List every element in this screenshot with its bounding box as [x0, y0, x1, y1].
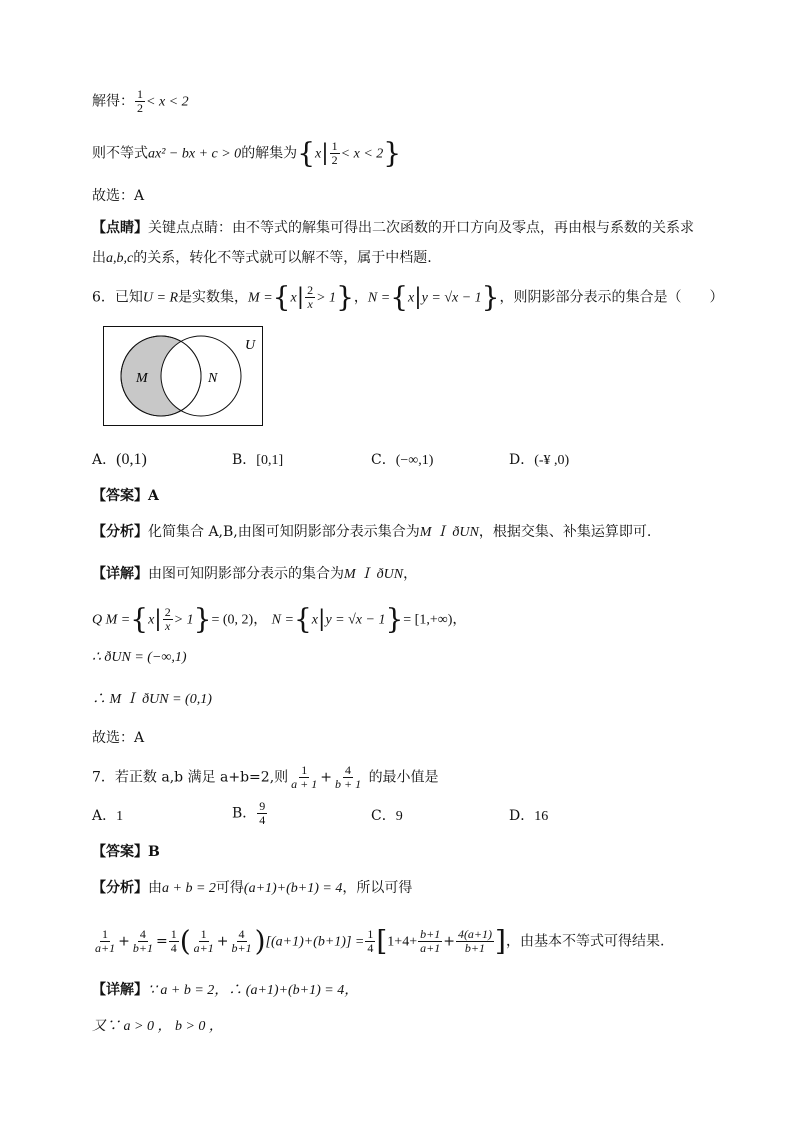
num: 4	[139, 927, 146, 941]
calc-line-2: ∴ ðUN = (−∞,1)	[92, 650, 187, 665]
bracket: ]	[495, 924, 506, 958]
text: 6．已知	[92, 289, 143, 306]
num: 4(a+1)	[457, 927, 493, 941]
tag: 【分析】	[92, 880, 148, 896]
brace: {	[293, 602, 312, 636]
text: 可得	[215, 880, 244, 896]
math: = [1,+∞)，	[403, 612, 467, 628]
text: 关键点点睛：由不等式的解集可得出二次函数的开口方向及零点，再由根与系数的关系求	[148, 220, 694, 236]
math: N =	[271, 612, 294, 628]
label: A．	[92, 808, 117, 824]
fraction	[169, 928, 179, 955]
label-m: M	[136, 371, 148, 386]
num: 4	[345, 763, 352, 777]
text: 化简集合 A,B,由图可知阴影部分表示集合为	[148, 524, 420, 540]
num: 1	[170, 927, 177, 941]
math: x	[290, 290, 297, 306]
fraction	[192, 928, 216, 955]
fraction	[305, 284, 315, 311]
bar: |	[296, 284, 305, 310]
text: 则不等式	[92, 145, 148, 162]
brace: {	[390, 280, 409, 314]
num: 1	[331, 139, 338, 153]
math: y = √x − 1	[421, 290, 482, 306]
math: 又∵ a > 0 ， b > 0 ，	[92, 1019, 223, 1034]
num: 2	[307, 283, 314, 297]
value: 1	[116, 809, 124, 824]
den: 2	[331, 153, 338, 167]
fraction	[456, 928, 494, 955]
key-point	[92, 218, 694, 238]
math: [(a+1)+(b+1)] =	[265, 934, 365, 950]
label: C．	[371, 452, 396, 468]
brace-right: }	[383, 136, 402, 170]
text: 由图可知阴影部分表示的集合为	[148, 566, 344, 582]
inequality: ax² − bx + c > 0	[148, 146, 242, 162]
answer-choice-6: 故选：A	[92, 730, 145, 746]
option-b	[232, 450, 283, 471]
label: B．	[232, 452, 257, 468]
bar: |	[414, 284, 422, 310]
label: D．	[509, 808, 535, 824]
option-a	[92, 450, 147, 470]
math: U = R	[142, 290, 179, 306]
brace-left: {	[297, 136, 316, 170]
fraction	[333, 764, 363, 791]
math: M Ｉ ðUN	[419, 525, 479, 540]
bar: |	[321, 140, 329, 166]
fraction-half	[330, 140, 340, 167]
bracket: [	[376, 924, 388, 958]
tag: 【详解】	[92, 982, 148, 998]
brace: }	[385, 602, 404, 636]
label-n: N	[208, 371, 218, 386]
num: 1	[301, 763, 308, 777]
tag: 【分析】	[92, 524, 148, 540]
answer-choice: 故选：A	[92, 188, 145, 204]
num: 2	[164, 605, 171, 619]
num: 1	[367, 927, 374, 941]
venn-diagram	[103, 326, 263, 426]
label-u: U	[245, 338, 256, 353]
solution-set-line	[92, 136, 402, 170]
fraction	[365, 928, 375, 955]
label: D．	[509, 452, 535, 468]
text: 是实数集，	[178, 289, 249, 306]
calc-line-1	[92, 602, 467, 636]
big-equation: $\frac{1}{a+1}$ + $\frac{4}{b+1}$ = $\frac{1}{4}$ ( $\frac{1}{a+1}$ + $\frac{4}{b+1}$ )[(a+1)+(b+1)] = $\frac{1}{4}$ [1+4+ $\frac{b+1}{a+1}$ + $\frac{4(a+1)}{b+1}$ ]，由基本不等式可得结果.	[95, 924, 665, 958]
den: b+1	[464, 941, 486, 955]
math: > 1	[316, 290, 337, 306]
math: M Ｉ ðUN	[344, 567, 404, 582]
label: B．	[232, 805, 257, 822]
option-d	[509, 450, 569, 471]
den: a+1	[193, 941, 214, 955]
paren: )	[254, 924, 266, 958]
label: 解得：	[92, 93, 134, 110]
option-a	[92, 806, 123, 827]
math: = (0, 2)，	[211, 612, 268, 628]
fraction	[131, 928, 155, 955]
fraction-half	[135, 88, 145, 115]
value: (0,1)	[116, 451, 147, 468]
text: ，则阴影部分表示的集合是（ ）	[499, 289, 724, 306]
den: 4	[259, 813, 266, 827]
text: ，所以可得	[342, 880, 413, 896]
den: 4	[170, 941, 177, 955]
math: a + b = 2	[162, 881, 216, 896]
option-c	[371, 450, 433, 471]
tag: 【详解】	[92, 566, 148, 582]
detail-7	[92, 980, 358, 1001]
value: [0,1]	[256, 453, 284, 468]
num: b+1	[420, 927, 441, 941]
text: 的最小值是	[368, 769, 439, 786]
math: x	[408, 290, 415, 306]
paren: (	[179, 924, 191, 958]
math: y = √x − 1	[325, 612, 386, 628]
question-6: 6．已知U = R是实数集，M ={x| $\frac{2}{x}$ > 1}，N ={x|y = √x − 1}，则阴影部分表示的集合是（ ）	[92, 280, 724, 314]
math: x	[311, 612, 319, 628]
math: Q M =	[92, 612, 131, 628]
den: a+1	[420, 941, 441, 955]
eq: =	[155, 933, 168, 950]
math: x	[148, 612, 155, 628]
den: 2	[137, 101, 143, 115]
fraction	[229, 928, 253, 955]
label: C．	[371, 808, 396, 824]
option-b	[232, 800, 268, 827]
text: 由	[148, 880, 162, 896]
solution-line	[92, 88, 189, 115]
num: 9	[259, 799, 266, 813]
value: (−∞,1)	[395, 453, 434, 468]
fraction	[257, 800, 267, 827]
num: 1	[137, 87, 143, 101]
label: A．	[92, 452, 117, 468]
key-point-cont	[92, 248, 432, 269]
den: 4	[367, 941, 374, 955]
option-c	[371, 806, 403, 827]
analysis-7	[92, 878, 412, 899]
num: 1	[102, 927, 109, 941]
den: x	[165, 619, 171, 633]
last-line	[92, 1016, 223, 1037]
value: (-¥ ,0)	[534, 453, 570, 468]
num: 4	[238, 927, 245, 941]
den: b+1	[132, 941, 153, 955]
num: 1	[200, 927, 207, 941]
fraction	[418, 928, 442, 955]
fraction	[163, 606, 173, 633]
inequality: < x < 2	[146, 94, 189, 110]
analysis-6	[92, 522, 651, 543]
math: N =	[367, 290, 391, 306]
fraction	[93, 928, 117, 955]
brace: {	[130, 602, 149, 636]
value: 9	[395, 809, 403, 824]
cond: < x < 2	[340, 146, 384, 162]
detail-6	[92, 564, 417, 585]
question-7: 7．若正数 a,b 满足 a+b=2,则 $\frac{1}{a + 1}$ + $\frac{4}{b + 1}$ 的最小值是	[92, 763, 439, 791]
math: > 1	[173, 612, 194, 628]
text: 出	[92, 250, 106, 266]
math: 1+4+	[387, 934, 418, 950]
fraction	[289, 764, 319, 791]
math: ∵ a + b = 2，∴ (a+1)+(b+1) = 4，	[148, 983, 359, 998]
text: ，	[403, 566, 418, 582]
den: a + 1	[291, 777, 318, 791]
tag: 【点睛】	[92, 220, 148, 236]
text: 7．若正数 a,b 满足 a+b=2,则	[92, 769, 289, 786]
brace: }	[481, 280, 500, 314]
value: 16	[534, 809, 549, 824]
calc-line-3: ∴ M Ｉ ðUN = (0,1)	[92, 692, 212, 707]
text: ，由基本不等式可得结果.	[505, 933, 665, 950]
den: b + 1	[335, 777, 362, 791]
math: M =	[248, 290, 273, 306]
brace: }	[193, 602, 212, 636]
vars: a,b,c	[106, 251, 134, 266]
answer-7: 【答案】B	[92, 844, 160, 860]
den: b+1	[231, 941, 252, 955]
set-var: x	[315, 146, 322, 162]
bar: |	[154, 606, 162, 632]
brace: }	[336, 280, 354, 314]
text: ，根据交集、补集运算即可.	[478, 524, 652, 540]
math: (a+1)+(b+1) = 4	[243, 881, 343, 896]
option-d	[509, 806, 548, 827]
den: x	[307, 297, 313, 311]
den: a+1	[95, 941, 116, 955]
text: 的解集为	[241, 145, 298, 162]
brace: {	[272, 280, 291, 314]
text: 的关系，转化不等式就可以解不等，属于中档题.	[133, 250, 432, 266]
answer-6: 【答案】A	[92, 488, 159, 504]
bar: |	[318, 606, 326, 632]
